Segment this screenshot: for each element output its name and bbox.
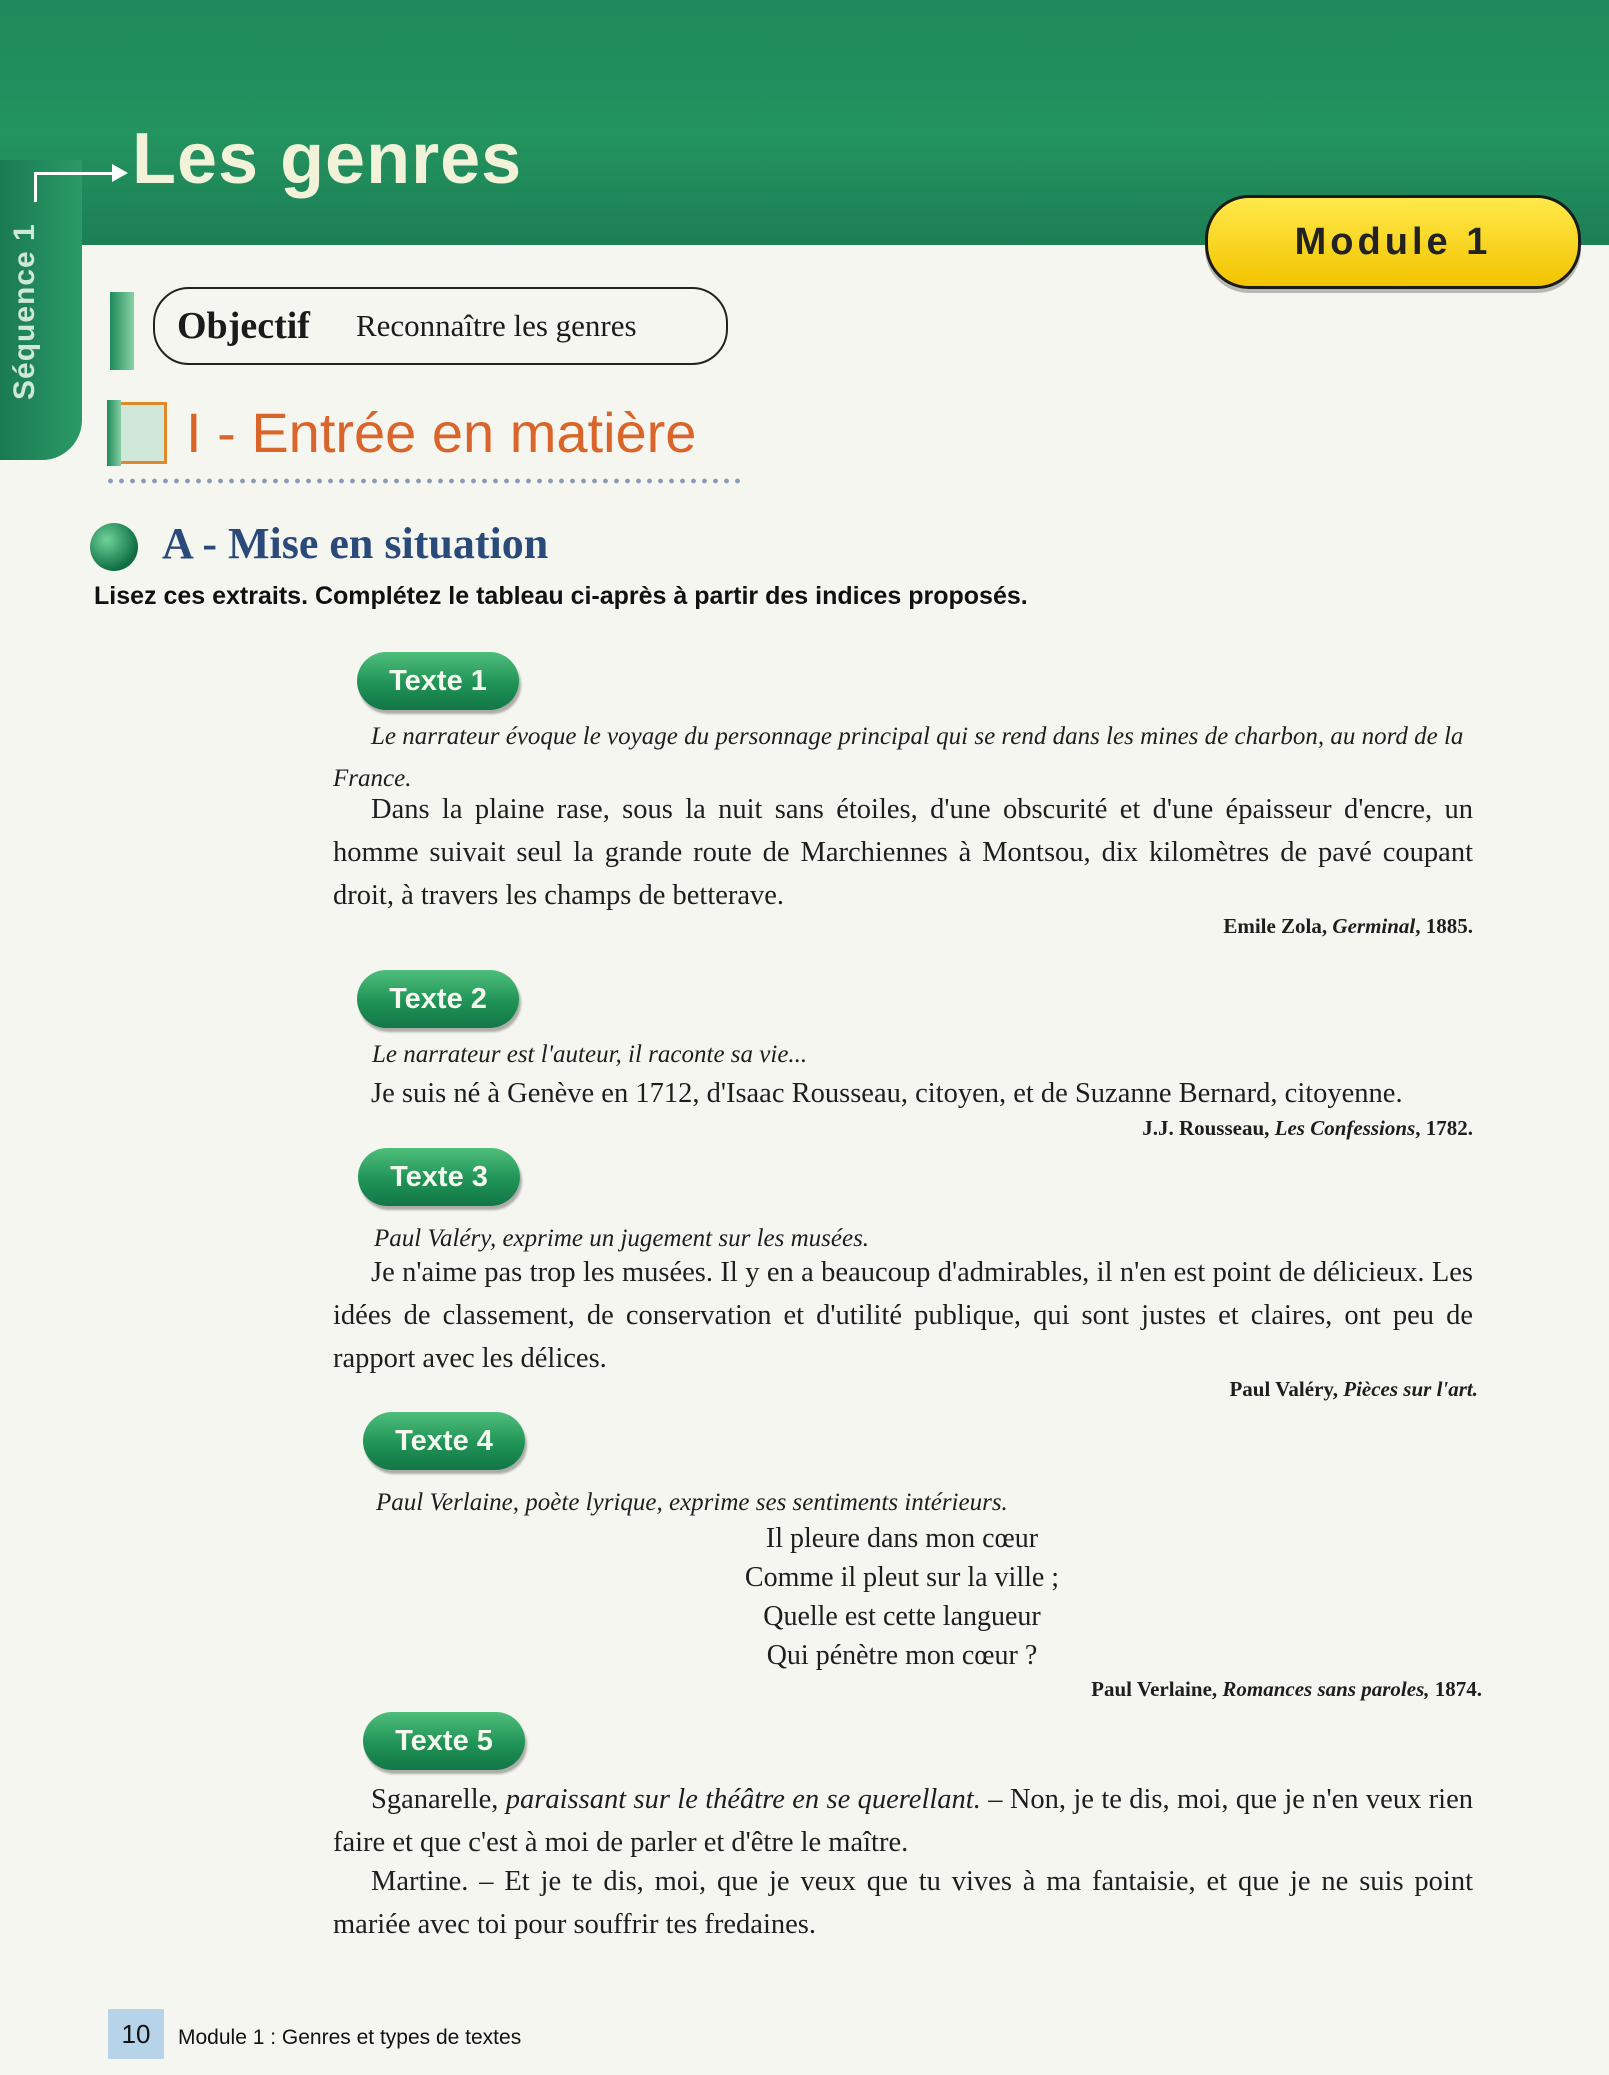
- arrow-line: [34, 172, 124, 179]
- green-bullet-icon: [90, 523, 138, 571]
- instruction-text: Lisez ces extraits. Complétez le tableau ci-après à partir des indices proposés.: [94, 582, 1028, 610]
- verse-line: Quelle est cette langueur: [763, 1601, 1041, 1632]
- page-title: Les genres: [132, 119, 523, 199]
- texte-2-body: Je suis né à Genève en 1712, d'Isaac Rousseau, citoyen, et de Suzanne Bernard, citoyenne.: [371, 1078, 1403, 1109]
- texte-2-intro: Le narrateur est l'auteur, il raconte sa vie...: [372, 1041, 808, 1068]
- texte-3-source: Paul Valéry, Pièces sur l'art.: [1229, 1377, 1478, 1401]
- texte-4-source: Paul Verlaine, Romances sans paroles, 1874.: [1091, 1677, 1482, 1701]
- arrow-right-icon: [112, 164, 128, 182]
- texte-2-source: J.J. Rousseau, Les Confessions, 1782.: [1142, 1116, 1473, 1140]
- texte-5-line-2: Martine. – Et je te dis, moi, que je veux que tu vives à ma fantaisie, et que je ne suis point mariée avec toi pour souffrir tes fredaines.: [333, 1866, 1473, 1940]
- verse-line: Qui pénètre mon cœur ?: [766, 1640, 1038, 1671]
- texte-3-badge: Texte 3: [358, 1148, 520, 1206]
- objectif-accent-bar: [110, 292, 134, 370]
- objectif-label: Objectif: [177, 305, 310, 347]
- section-square-accent: [107, 400, 121, 466]
- texte-1-source: Emile Zola, Germinal, 1885.: [1223, 914, 1473, 938]
- module-badge: Module 1: [1205, 195, 1581, 289]
- texte-1-intro: Le narrateur évoque le voyage du personnage principal qui se rend dans les mines de charbon, au nord de la France.: [333, 723, 1464, 792]
- verse-line: Il pleure dans mon cœur: [765, 1523, 1039, 1554]
- texte-2-badge: Texte 2: [357, 970, 519, 1028]
- section-title: I - Entrée en matière: [186, 401, 697, 464]
- texte-5-line-1: Sganarelle, paraissant sur le théâtre en se querellant. – Non, je te dis, moi, que je n'en veux rien faire et que c'est à moi de parler et d'être le maître.: [333, 1784, 1473, 1858]
- dotted-divider: [105, 478, 740, 484]
- texte-4-verses: [702, 1519, 1102, 1675]
- texte-1-badge: Texte 1: [357, 652, 519, 710]
- texte-1-body: Dans la plaine rase, sous la nuit sans étoiles, d'une obscurité et d'une épaisseur d'encre, un homme suivait seul la grande route de Marchiennes à Montsou, dix kilomètres de pavé coupant droit, à travers les champs de betterave.: [333, 794, 1473, 911]
- texte-5-badge: Texte 5: [363, 1712, 525, 1770]
- texte-3-intro: Paul Valéry, exprime un jugement sur les musées.: [374, 1225, 870, 1252]
- page-number: 10: [108, 2009, 164, 2059]
- sequence-label: Séquence 1: [8, 223, 41, 400]
- texte-3-body: Je n'aime pas trop les musées. Il y en a beaucoup d'admirables, il n'en est point de délicieux. Les idées de classement, de conservation et d'utilité publique, qui sont justes et claires, ont peu de rapport avec les délices.: [333, 1257, 1473, 1374]
- texte-4-intro: Paul Verlaine, poète lyrique, exprime ses sentiments intérieurs.: [376, 1489, 1008, 1516]
- footer-text: Module 1 : Genres et types de textes: [178, 2026, 522, 2049]
- objectif-box: [153, 287, 728, 365]
- texte-4-badge: Texte 4: [363, 1412, 525, 1470]
- subsection-title: A - Mise en situation: [162, 519, 549, 568]
- objectif-text: Reconnaître les genres: [355, 308, 637, 343]
- verse-line: Comme il pleut sur la ville ;: [744, 1562, 1060, 1593]
